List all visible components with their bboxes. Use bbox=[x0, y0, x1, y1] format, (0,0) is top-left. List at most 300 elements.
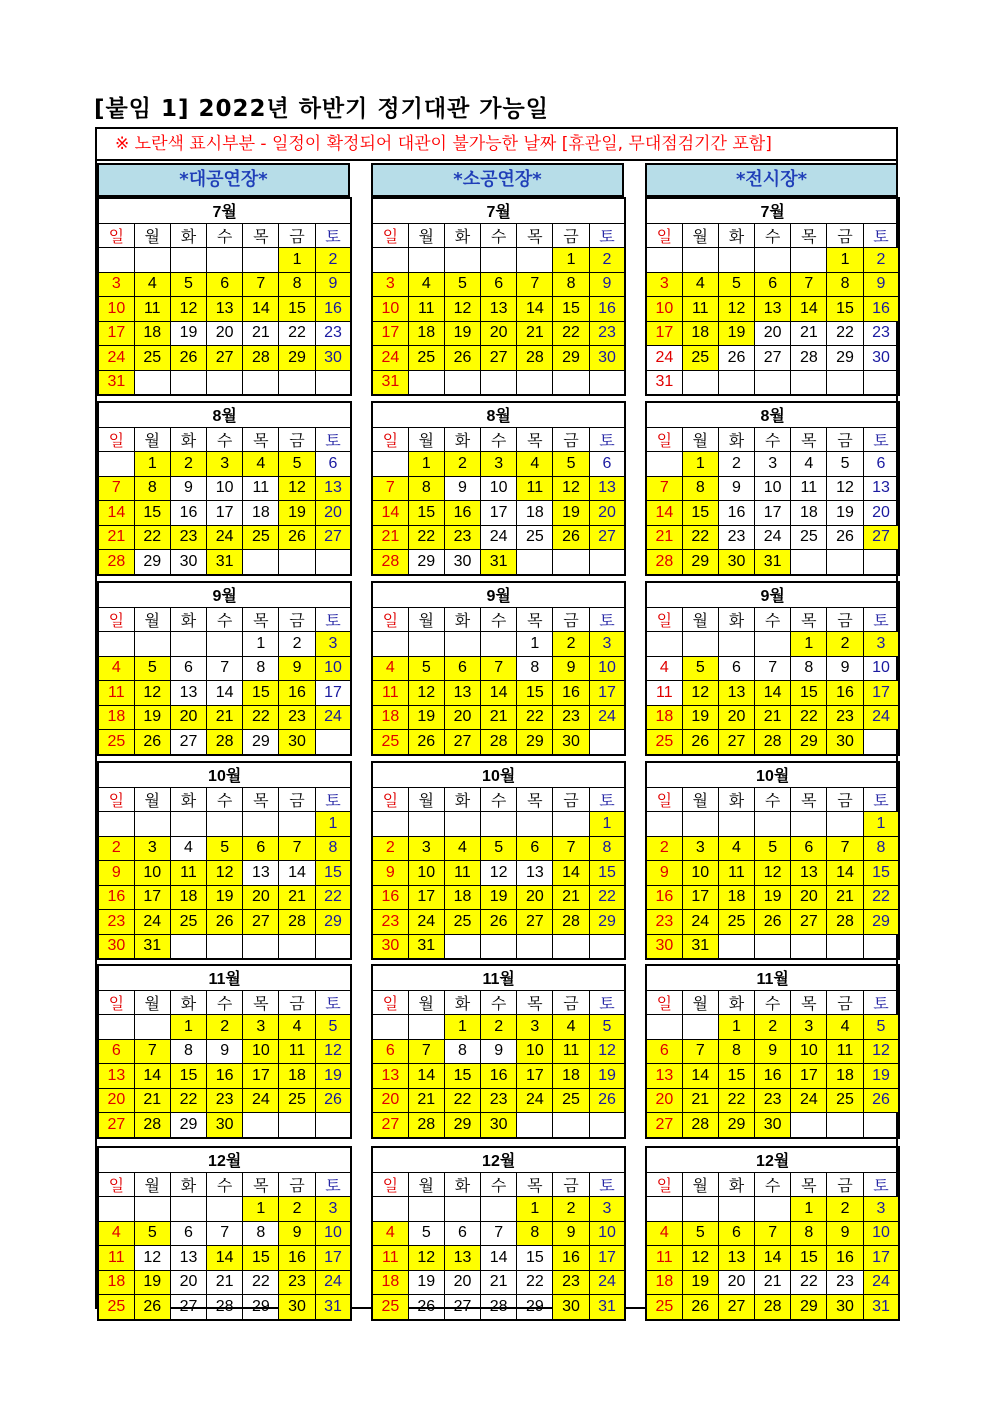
booked-day-cell: 8 bbox=[279, 272, 315, 297]
booked-day-cell: 5 bbox=[589, 1015, 625, 1040]
booked-day-cell: 24 bbox=[372, 346, 408, 371]
weekday-header: 일 bbox=[646, 607, 682, 632]
weekday-header: 금 bbox=[827, 607, 863, 632]
available-day-cell: 6 bbox=[444, 1221, 480, 1246]
empty-day-cell bbox=[207, 1197, 243, 1222]
booked-day-cell: 22 bbox=[517, 705, 553, 730]
booked-day-cell: 6 bbox=[98, 1039, 134, 1064]
booked-day-cell: 20 bbox=[170, 705, 206, 730]
booked-day-cell: 25 bbox=[553, 1088, 589, 1113]
booked-day-cell: 12 bbox=[863, 1039, 899, 1064]
booked-day-cell: 22 bbox=[718, 1088, 754, 1113]
empty-day-cell bbox=[755, 370, 791, 395]
available-day-cell: 29 bbox=[408, 550, 444, 575]
booked-day-cell: 18 bbox=[553, 1064, 589, 1089]
weekday-header: 토 bbox=[863, 1172, 899, 1197]
empty-day-cell bbox=[517, 1113, 553, 1138]
booked-day-cell: 3 bbox=[517, 1015, 553, 1040]
booked-day-cell: 25 bbox=[682, 346, 718, 371]
booked-day-cell: 21 bbox=[755, 705, 791, 730]
booked-day-cell: 30 bbox=[481, 1113, 517, 1138]
empty-day-cell bbox=[553, 812, 589, 837]
booked-day-cell: 10 bbox=[863, 1221, 899, 1246]
available-day-cell: 17 bbox=[755, 501, 791, 526]
weekday-header: 수 bbox=[207, 990, 243, 1015]
available-day-cell: 21 bbox=[207, 1270, 243, 1295]
booked-day-cell: 15 bbox=[718, 1064, 754, 1089]
empty-day-cell bbox=[444, 812, 480, 837]
booked-day-cell: 8 bbox=[589, 836, 625, 861]
available-day-cell: 20 bbox=[170, 1270, 206, 1295]
available-day-cell: 18 bbox=[517, 501, 553, 526]
booked-day-cell: 26 bbox=[134, 730, 170, 755]
booked-day-cell: 14 bbox=[481, 681, 517, 706]
booked-day-cell: 21 bbox=[372, 525, 408, 550]
booked-day-cell: 4 bbox=[98, 656, 134, 681]
month-calendar bbox=[97, 401, 352, 576]
available-day-cell: 13 bbox=[170, 681, 206, 706]
booked-day-cell: 6 bbox=[718, 1221, 754, 1246]
empty-day-cell bbox=[682, 370, 718, 395]
booked-day-cell: 21 bbox=[408, 1088, 444, 1113]
booked-day-cell: 22 bbox=[134, 525, 170, 550]
booked-day-cell: 1 bbox=[170, 1015, 206, 1040]
booked-day-cell: 29 bbox=[444, 1113, 480, 1138]
booked-day-cell: 17 bbox=[315, 1246, 351, 1271]
booked-day-cell: 9 bbox=[863, 272, 899, 297]
booked-day-cell: 1 bbox=[863, 812, 899, 837]
available-day-cell: 8 bbox=[517, 656, 553, 681]
booked-day-cell: 7 bbox=[243, 272, 279, 297]
booked-day-cell: 4 bbox=[408, 272, 444, 297]
weekday-header: 일 bbox=[98, 427, 134, 452]
booked-day-cell: 24 bbox=[98, 346, 134, 371]
booked-day-cell: 24 bbox=[517, 1088, 553, 1113]
booked-day-cell: 19 bbox=[134, 1270, 170, 1295]
weekday-header: 토 bbox=[315, 787, 351, 812]
booked-day-cell: 29 bbox=[863, 910, 899, 935]
booked-day-cell: 5 bbox=[553, 452, 589, 477]
empty-day-cell bbox=[718, 370, 754, 395]
empty-day-cell bbox=[791, 370, 827, 395]
booked-day-cell: 28 bbox=[207, 730, 243, 755]
booked-day-cell: 9 bbox=[553, 656, 589, 681]
available-day-cell: 13 bbox=[243, 861, 279, 886]
booked-day-cell: 12 bbox=[170, 297, 206, 322]
booked-day-cell: 10 bbox=[315, 1221, 351, 1246]
available-day-cell: 9 bbox=[718, 476, 754, 501]
booked-day-cell: 19 bbox=[553, 501, 589, 526]
booked-day-cell: 24 bbox=[589, 705, 625, 730]
booked-day-cell: 9 bbox=[279, 656, 315, 681]
booked-day-cell: 14 bbox=[791, 297, 827, 322]
weekday-header: 목 bbox=[517, 990, 553, 1015]
empty-day-cell bbox=[682, 248, 718, 273]
booked-day-cell: 26 bbox=[589, 1088, 625, 1113]
empty-day-cell bbox=[444, 632, 480, 657]
booked-day-cell: 27 bbox=[98, 1113, 134, 1138]
month-label: 11월 bbox=[372, 965, 625, 990]
booked-day-cell: 2 bbox=[279, 1197, 315, 1222]
booked-day-cell: 3 bbox=[315, 632, 351, 657]
booked-day-cell: 27 bbox=[718, 730, 754, 755]
available-day-cell: 8 bbox=[444, 1039, 480, 1064]
booked-day-cell: 13 bbox=[755, 297, 791, 322]
booked-day-cell: 9 bbox=[279, 1221, 315, 1246]
available-day-cell: 10 bbox=[481, 476, 517, 501]
empty-day-cell bbox=[646, 248, 682, 273]
booked-day-cell: 4 bbox=[682, 272, 718, 297]
weekday-header: 수 bbox=[481, 990, 517, 1015]
available-day-cell: 28 bbox=[791, 346, 827, 371]
booked-day-cell: 23 bbox=[589, 321, 625, 346]
empty-day-cell bbox=[279, 370, 315, 395]
empty-day-cell bbox=[444, 248, 480, 273]
booked-day-cell: 23 bbox=[827, 705, 863, 730]
available-day-cell: 2 bbox=[718, 452, 754, 477]
empty-day-cell bbox=[207, 812, 243, 837]
booked-day-cell: 2 bbox=[827, 1197, 863, 1222]
empty-day-cell bbox=[718, 248, 754, 273]
weekday-header: 목 bbox=[243, 223, 279, 248]
booked-day-cell: 29 bbox=[553, 346, 589, 371]
weekday-header: 금 bbox=[553, 990, 589, 1015]
booked-day-cell: 24 bbox=[589, 1270, 625, 1295]
booked-day-cell: 20 bbox=[589, 501, 625, 526]
booked-day-cell: 8 bbox=[682, 476, 718, 501]
booked-day-cell: 30 bbox=[755, 1113, 791, 1138]
booked-day-cell: 15 bbox=[682, 501, 718, 526]
booked-day-cell: 17 bbox=[682, 885, 718, 910]
booked-day-cell: 28 bbox=[553, 910, 589, 935]
booked-day-cell: 2 bbox=[827, 632, 863, 657]
empty-day-cell bbox=[243, 248, 279, 273]
available-day-cell: 7 bbox=[481, 1221, 517, 1246]
month-calendar bbox=[645, 1146, 900, 1321]
booked-day-cell: 8 bbox=[517, 1221, 553, 1246]
booked-day-cell: 14 bbox=[553, 861, 589, 886]
month-calendar bbox=[645, 401, 900, 576]
booked-day-cell: 6 bbox=[517, 836, 553, 861]
booked-day-cell: 8 bbox=[863, 836, 899, 861]
month-calendar bbox=[97, 964, 352, 1139]
weekday-header: 월 bbox=[134, 1172, 170, 1197]
booked-day-cell: 21 bbox=[682, 1088, 718, 1113]
available-day-cell: 6 bbox=[315, 452, 351, 477]
booked-day-cell: 22 bbox=[863, 885, 899, 910]
month-calendar bbox=[371, 197, 626, 396]
booked-day-cell: 4 bbox=[279, 1015, 315, 1040]
weekday-header: 화 bbox=[444, 223, 480, 248]
booked-day-cell: 28 bbox=[682, 1113, 718, 1138]
empty-day-cell bbox=[408, 1197, 444, 1222]
booked-day-cell: 21 bbox=[207, 705, 243, 730]
empty-day-cell bbox=[755, 1197, 791, 1222]
available-day-cell: 11 bbox=[243, 476, 279, 501]
notice-text: ※ 노란색 표시부분 - 일정이 확정되어 대관이 불가능한 날짜 [휴관일, 무대점검기간 포함] bbox=[97, 129, 896, 161]
booked-day-cell: 28 bbox=[98, 550, 134, 575]
booked-day-cell: 14 bbox=[98, 501, 134, 526]
weekday-header: 일 bbox=[98, 990, 134, 1015]
booked-day-cell: 15 bbox=[791, 681, 827, 706]
empty-day-cell bbox=[134, 370, 170, 395]
empty-day-cell bbox=[98, 632, 134, 657]
weekday-header: 월 bbox=[682, 787, 718, 812]
booked-day-cell: 2 bbox=[315, 248, 351, 273]
weekday-header: 화 bbox=[718, 990, 754, 1015]
booked-day-cell: 10 bbox=[791, 1039, 827, 1064]
booked-day-cell: 10 bbox=[517, 1039, 553, 1064]
weekday-header: 일 bbox=[98, 223, 134, 248]
empty-day-cell bbox=[170, 812, 206, 837]
booked-day-cell: 26 bbox=[682, 730, 718, 755]
booked-day-cell: 8 bbox=[827, 272, 863, 297]
weekday-header: 금 bbox=[279, 223, 315, 248]
booked-day-cell: 8 bbox=[134, 476, 170, 501]
booked-day-cell: 26 bbox=[682, 1295, 718, 1320]
booked-day-cell: 9 bbox=[98, 861, 134, 886]
booked-day-cell: 12 bbox=[207, 861, 243, 886]
booked-day-cell: 30 bbox=[589, 346, 625, 371]
booked-day-cell: 8 bbox=[553, 272, 589, 297]
booked-day-cell: 3 bbox=[372, 272, 408, 297]
empty-day-cell bbox=[827, 370, 863, 395]
empty-day-cell bbox=[863, 934, 899, 959]
booked-day-cell: 12 bbox=[682, 1246, 718, 1271]
available-day-cell: 8 bbox=[243, 656, 279, 681]
available-day-cell: 29 bbox=[827, 346, 863, 371]
booked-day-cell: 8 bbox=[408, 476, 444, 501]
booked-day-cell: 30 bbox=[315, 346, 351, 371]
booked-day-cell: 14 bbox=[517, 297, 553, 322]
available-day-cell: 22 bbox=[243, 1270, 279, 1295]
booked-day-cell: 27 bbox=[444, 730, 480, 755]
available-day-cell: 9 bbox=[444, 476, 480, 501]
empty-day-cell bbox=[589, 730, 625, 755]
booked-day-cell: 4 bbox=[372, 656, 408, 681]
weekday-header: 일 bbox=[646, 427, 682, 452]
booked-day-cell: 27 bbox=[646, 1113, 682, 1138]
empty-day-cell bbox=[827, 550, 863, 575]
booked-day-cell: 3 bbox=[682, 836, 718, 861]
available-day-cell: 26 bbox=[408, 1295, 444, 1320]
booked-day-cell: 29 bbox=[589, 910, 625, 935]
booked-day-cell: 5 bbox=[279, 452, 315, 477]
booked-day-cell: 24 bbox=[207, 525, 243, 550]
available-day-cell: 10 bbox=[755, 476, 791, 501]
available-day-cell: 29 bbox=[243, 1295, 279, 1320]
booked-day-cell: 18 bbox=[408, 321, 444, 346]
booked-day-cell: 20 bbox=[243, 885, 279, 910]
available-day-cell: 19 bbox=[408, 1270, 444, 1295]
empty-day-cell bbox=[517, 550, 553, 575]
empty-day-cell bbox=[755, 812, 791, 837]
weekday-header: 목 bbox=[791, 787, 827, 812]
empty-day-cell bbox=[682, 632, 718, 657]
booked-day-cell: 22 bbox=[170, 1088, 206, 1113]
empty-day-cell bbox=[481, 934, 517, 959]
booked-day-cell: 7 bbox=[481, 656, 517, 681]
booked-day-cell: 26 bbox=[755, 910, 791, 935]
booked-day-cell: 20 bbox=[791, 885, 827, 910]
weekday-header: 화 bbox=[444, 607, 480, 632]
booked-day-cell: 10 bbox=[589, 656, 625, 681]
available-day-cell: 5 bbox=[408, 1221, 444, 1246]
booked-day-cell: 22 bbox=[791, 705, 827, 730]
available-day-cell: 18 bbox=[243, 501, 279, 526]
booked-day-cell: 9 bbox=[315, 272, 351, 297]
booked-day-cell: 14 bbox=[243, 297, 279, 322]
booked-day-cell: 1 bbox=[553, 248, 589, 273]
booked-day-cell: 28 bbox=[827, 910, 863, 935]
weekday-header: 수 bbox=[755, 787, 791, 812]
empty-day-cell bbox=[791, 934, 827, 959]
available-day-cell: 20 bbox=[863, 501, 899, 526]
booked-day-cell: 24 bbox=[682, 910, 718, 935]
weekday-header: 일 bbox=[98, 1172, 134, 1197]
weekday-header: 일 bbox=[98, 607, 134, 632]
weekday-header: 월 bbox=[408, 1172, 444, 1197]
booked-day-cell: 16 bbox=[279, 1246, 315, 1271]
booked-day-cell: 24 bbox=[863, 1270, 899, 1295]
booked-day-cell: 25 bbox=[718, 910, 754, 935]
booked-day-cell: 12 bbox=[553, 476, 589, 501]
empty-day-cell bbox=[589, 550, 625, 575]
booked-day-cell: 3 bbox=[134, 836, 170, 861]
empty-day-cell bbox=[372, 1015, 408, 1040]
empty-day-cell bbox=[553, 370, 589, 395]
booked-day-cell: 15 bbox=[444, 1064, 480, 1089]
booked-day-cell: 14 bbox=[646, 501, 682, 526]
empty-day-cell bbox=[682, 1015, 718, 1040]
weekday-header: 월 bbox=[682, 223, 718, 248]
empty-day-cell bbox=[755, 934, 791, 959]
weekday-header: 수 bbox=[207, 787, 243, 812]
empty-day-cell bbox=[718, 632, 754, 657]
available-day-cell: 9 bbox=[827, 656, 863, 681]
booked-day-cell: 26 bbox=[207, 910, 243, 935]
booked-day-cell: 13 bbox=[315, 476, 351, 501]
booked-day-cell: 9 bbox=[646, 861, 682, 886]
available-day-cell: 7 bbox=[207, 1221, 243, 1246]
booked-day-cell: 8 bbox=[315, 836, 351, 861]
empty-day-cell bbox=[207, 934, 243, 959]
empty-day-cell bbox=[444, 934, 480, 959]
empty-day-cell bbox=[553, 1113, 589, 1138]
booked-day-cell: 10 bbox=[646, 297, 682, 322]
available-day-cell: 23 bbox=[827, 1270, 863, 1295]
weekday-header: 금 bbox=[553, 1172, 589, 1197]
booked-day-cell: 27 bbox=[372, 1113, 408, 1138]
available-day-cell: 21 bbox=[755, 1270, 791, 1295]
weekday-header: 토 bbox=[315, 223, 351, 248]
available-day-cell: 6 bbox=[863, 452, 899, 477]
booked-day-cell: 21 bbox=[827, 885, 863, 910]
booked-day-cell: 26 bbox=[481, 910, 517, 935]
weekday-header: 금 bbox=[827, 223, 863, 248]
booked-day-cell: 18 bbox=[444, 885, 480, 910]
weekday-header: 화 bbox=[444, 990, 480, 1015]
booked-day-cell: 7 bbox=[682, 1039, 718, 1064]
weekday-header: 목 bbox=[517, 223, 553, 248]
booked-day-cell: 27 bbox=[517, 910, 553, 935]
booked-day-cell: 19 bbox=[589, 1064, 625, 1089]
booked-day-cell: 7 bbox=[134, 1039, 170, 1064]
booked-day-cell: 1 bbox=[315, 812, 351, 837]
booked-day-cell: 28 bbox=[134, 1113, 170, 1138]
booked-day-cell: 23 bbox=[98, 910, 134, 935]
month-calendar bbox=[645, 581, 900, 756]
booked-day-cell: 7 bbox=[517, 272, 553, 297]
booked-day-cell: 19 bbox=[408, 705, 444, 730]
booked-day-cell: 2 bbox=[207, 1015, 243, 1040]
weekday-header: 목 bbox=[791, 1172, 827, 1197]
weekday-header: 수 bbox=[755, 223, 791, 248]
booked-day-cell: 11 bbox=[170, 861, 206, 886]
weekday-header: 화 bbox=[718, 1172, 754, 1197]
month-calendar bbox=[371, 401, 626, 576]
booked-day-cell: 7 bbox=[98, 476, 134, 501]
weekday-header: 금 bbox=[827, 427, 863, 452]
available-day-cell: 17 bbox=[315, 681, 351, 706]
booked-day-cell: 14 bbox=[827, 861, 863, 886]
weekday-header: 금 bbox=[279, 787, 315, 812]
empty-day-cell bbox=[315, 934, 351, 959]
weekday-header: 수 bbox=[755, 427, 791, 452]
empty-day-cell bbox=[791, 550, 827, 575]
available-day-cell: 24 bbox=[646, 346, 682, 371]
empty-day-cell bbox=[517, 812, 553, 837]
booked-day-cell: 6 bbox=[791, 836, 827, 861]
weekday-header: 수 bbox=[481, 787, 517, 812]
booked-day-cell: 20 bbox=[718, 705, 754, 730]
month-label: 8월 bbox=[98, 402, 351, 427]
booked-day-cell: 5 bbox=[408, 656, 444, 681]
empty-day-cell bbox=[372, 632, 408, 657]
booked-day-cell: 17 bbox=[863, 681, 899, 706]
booked-day-cell: 17 bbox=[98, 321, 134, 346]
booked-day-cell: 7 bbox=[791, 272, 827, 297]
available-day-cell: 10 bbox=[863, 656, 899, 681]
booked-day-cell: 15 bbox=[517, 681, 553, 706]
available-day-cell: 29 bbox=[243, 730, 279, 755]
booked-day-cell: 3 bbox=[863, 632, 899, 657]
weekday-header: 토 bbox=[863, 607, 899, 632]
month-label: 7월 bbox=[372, 198, 625, 223]
booked-day-cell: 1 bbox=[682, 452, 718, 477]
weekday-header: 목 bbox=[243, 607, 279, 632]
booked-day-cell: 11 bbox=[718, 861, 754, 886]
booked-day-cell: 6 bbox=[481, 272, 517, 297]
booked-day-cell: 22 bbox=[682, 525, 718, 550]
booked-day-cell: 30 bbox=[372, 934, 408, 959]
booked-day-cell: 24 bbox=[315, 705, 351, 730]
empty-day-cell bbox=[646, 1015, 682, 1040]
weekday-header: 수 bbox=[481, 607, 517, 632]
month-label: 9월 bbox=[646, 582, 899, 607]
booked-day-cell: 14 bbox=[755, 1246, 791, 1271]
booked-day-cell: 31 bbox=[682, 934, 718, 959]
empty-day-cell bbox=[682, 812, 718, 837]
booked-day-cell: 16 bbox=[98, 885, 134, 910]
booked-day-cell: 1 bbox=[827, 248, 863, 273]
month-calendar bbox=[645, 197, 900, 396]
empty-day-cell bbox=[315, 730, 351, 755]
booked-day-cell: 16 bbox=[863, 297, 899, 322]
month-label: 11월 bbox=[646, 965, 899, 990]
month-calendar bbox=[97, 581, 352, 756]
booked-day-cell: 4 bbox=[98, 1221, 134, 1246]
